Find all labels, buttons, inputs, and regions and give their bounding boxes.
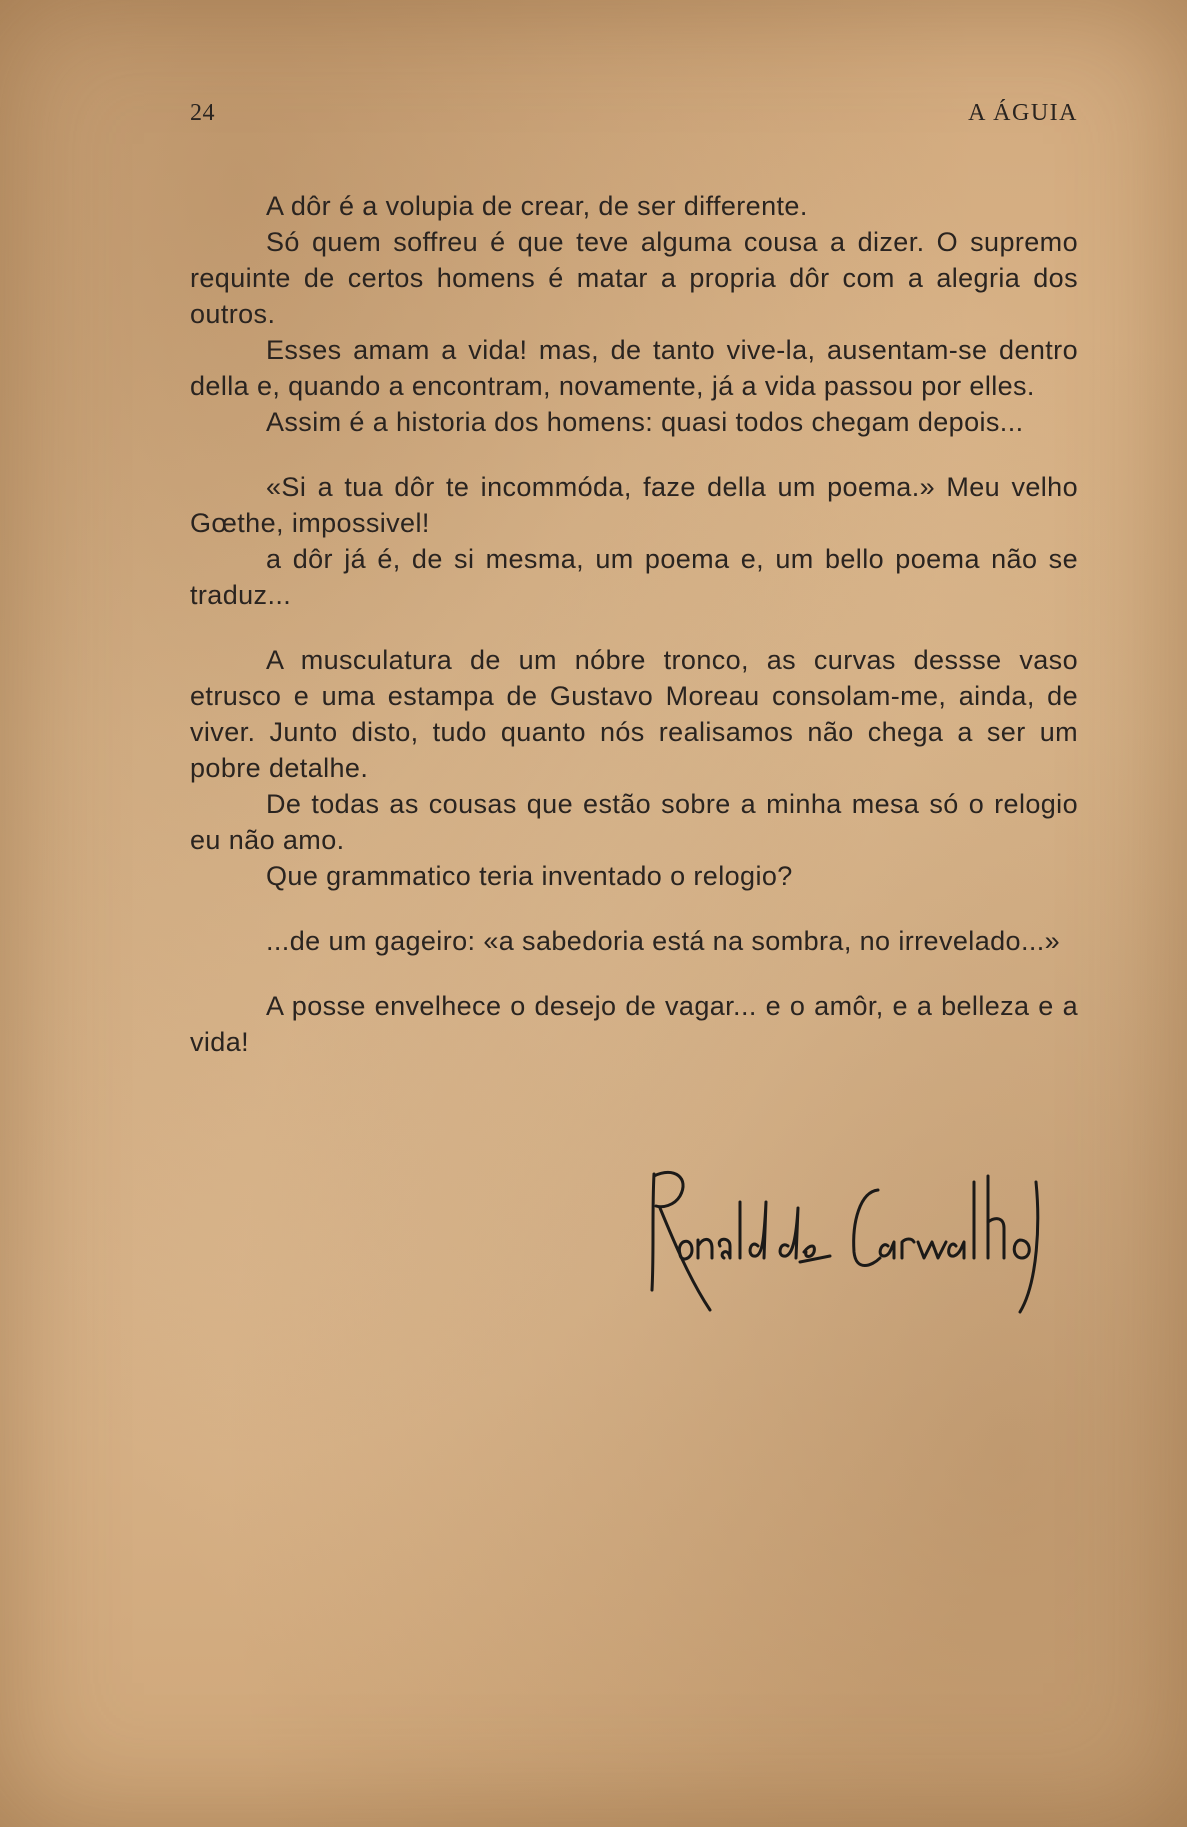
section-gap <box>190 613 1078 642</box>
handwritten-signature <box>640 1162 1090 1322</box>
page-number: 24 <box>190 100 215 126</box>
section-gap <box>190 440 1078 469</box>
paragraph: A posse envelhece o desejo de vagar... e o amôr, e a belleza e a vida! <box>190 991 1078 1057</box>
paragraph: Só quem soffreu é que teve alguma cousa a dizer. O supremo requinte de certos homens é matar a propria dôr com a alegria dos outros. <box>190 227 1078 329</box>
paragraph: a dôr já é, de si mesma, um poema e, um bello poema não se traduz... <box>190 544 1078 610</box>
text-body <box>190 188 1078 1060</box>
paragraph: Esses amam a vida! mas, de tanto vive-la, ausentam-se dentro della e, quando a encontram, novamente, já a vida passou por elles. <box>190 335 1078 401</box>
paragraph: Assim é a historia dos homens: quasi todos chegam depois... <box>266 407 1024 437</box>
paragraph: ...de um gageiro: «a sabedoria está na sombra, no irrevelado...» <box>266 926 1061 956</box>
paragraph: Que grammatico teria inventado o relogio? <box>266 861 793 891</box>
paragraph: «Si a tua dôr te incommóda, faze della um poema.» Meu velho Gœthe, impossivel! <box>190 472 1078 538</box>
paragraph: A dôr é a volupia de crear, de ser differente. <box>266 191 808 221</box>
section-gap <box>190 894 1078 923</box>
running-header <box>190 100 1078 136</box>
section-gap <box>190 959 1078 988</box>
paragraph: A musculatura de um nóbre tronco, as curvas dessse vaso etrusco e uma estampa de Gustavo Moreau consolam-me, ainda, de viver. Junto disto, tudo quanto nós realisamos não chega a ser um pobre detalhe. <box>190 645 1078 783</box>
journal-title: A ÁGUIA <box>968 100 1078 126</box>
paragraph: De todas as cousas que estão sobre a minha mesa só o relogio eu não amo. <box>190 789 1078 855</box>
